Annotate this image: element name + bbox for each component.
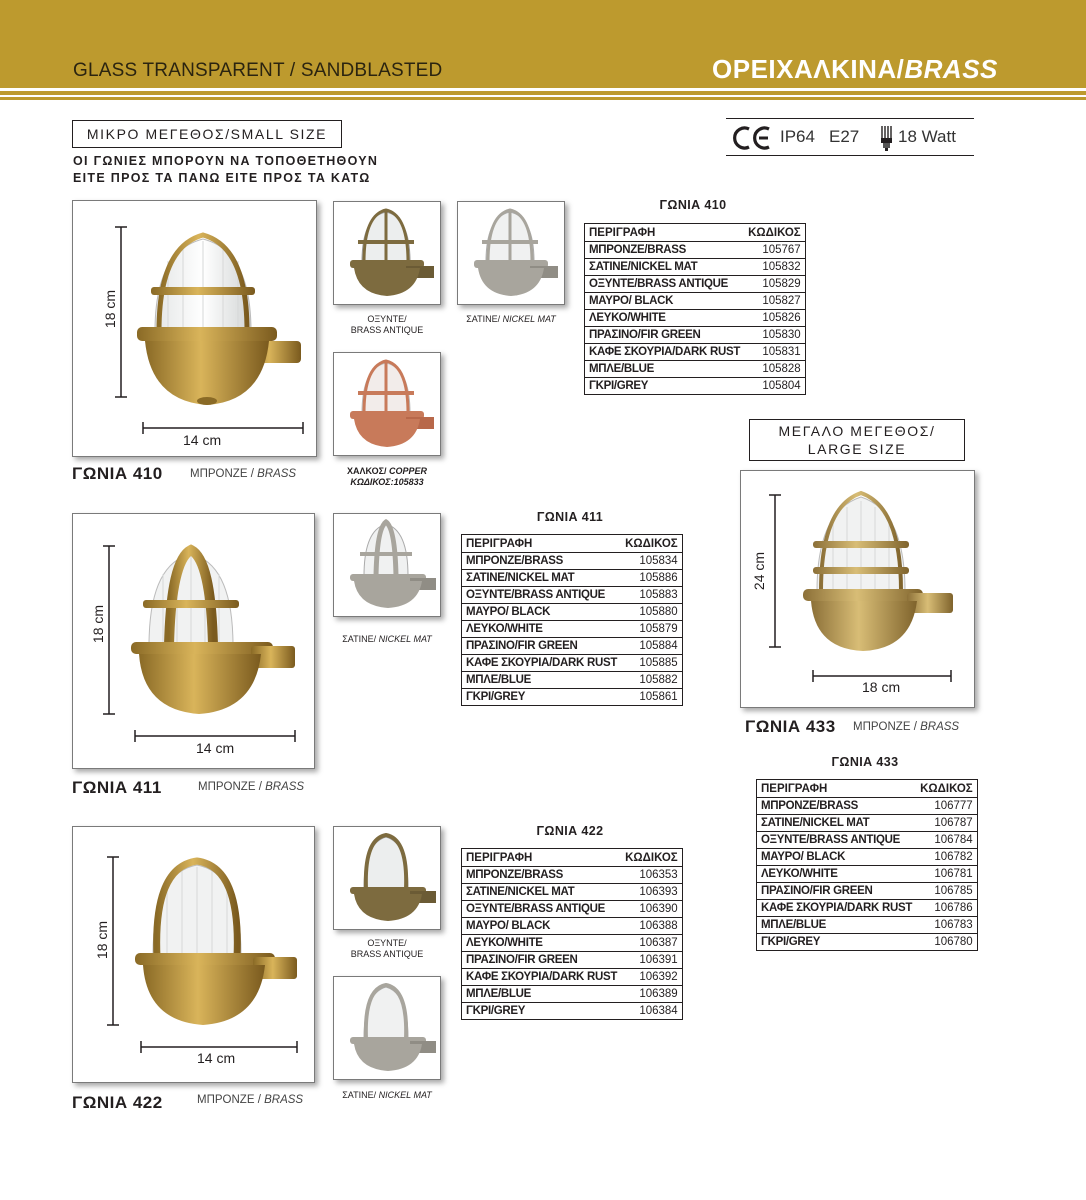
row-desc: ΣΑΤΙΝΕ/NICKEL MAT — [585, 259, 745, 276]
caption-410-nickel-gr: ΣΑΤΙΝΕ/ — [466, 314, 501, 324]
table-row — [462, 604, 683, 621]
table-row — [585, 344, 806, 361]
table-row — [462, 553, 683, 570]
caption-422-nickel — [333, 1090, 441, 1101]
row-desc: ΜΠΛΕ/BLUE — [462, 672, 622, 689]
table-row — [462, 587, 683, 604]
finish-en-410: BRASS — [257, 468, 297, 480]
caption-410-copper-gr: ΧΑΛΚΟΣ/ — [346, 466, 387, 476]
table-row — [757, 900, 978, 917]
col-desc-header: ΠΕΡΙΓΡΑΦΗ — [585, 224, 745, 242]
table-row — [585, 293, 806, 310]
lamp-433-image — [741, 471, 975, 708]
ce-mark-icon — [732, 125, 772, 151]
width-411: 14 cm — [196, 740, 235, 756]
table-title-433: ΓΩΝΙΑ 433 — [831, 755, 899, 769]
caption-422-nickel-gr: ΣΑΤΙΝΕ/ — [342, 1090, 377, 1100]
wattage: 18 Watt — [898, 127, 956, 146]
code-table-433 — [756, 779, 978, 951]
large-size-label — [749, 419, 965, 461]
height-411: 18 cm — [90, 604, 106, 644]
table-row — [462, 1003, 683, 1020]
header-right-english: BRASS — [904, 54, 998, 84]
model-finish-411 — [198, 781, 304, 793]
thumb-422-antique — [333, 826, 441, 930]
row-code: 105830 — [744, 327, 805, 344]
table-row — [757, 934, 978, 951]
code-table-422 — [461, 848, 683, 1020]
finish-gr-410: ΜΠΡΟΝΖΕ / — [190, 468, 254, 480]
row-code: 106391 — [621, 952, 682, 969]
row-desc: ΓΚΡΙ/GREY — [761, 936, 821, 948]
row-code: 106785 — [916, 883, 977, 900]
row-desc: ΚΑΦΕ ΣΚΟΥΡΙΑ/DARK RUST — [585, 344, 745, 361]
col-code-header: ΚΩΔΙΚΟΣ — [621, 535, 682, 553]
cfl-bulb-icon — [879, 124, 893, 152]
row-desc: ΜΠΡΟΝΖΕ/BRASS — [757, 798, 917, 815]
lamp-422-nickel-image — [334, 977, 441, 1080]
row-desc: ΟΞΥΝΤΕ/BRASS ANTIQUE — [462, 901, 622, 918]
thumb-422-nickel — [333, 976, 441, 1080]
table-row — [462, 638, 683, 655]
caption-410-nickel-en: NICKEL MAT — [502, 314, 556, 324]
row-code: 106781 — [916, 866, 977, 883]
lamp-410-copper-image — [334, 353, 441, 456]
ip-rating: IP64 — [780, 127, 815, 146]
finish-en-422: BRASS — [264, 1094, 304, 1106]
row-code: 105885 — [621, 655, 682, 672]
row-code: 105884 — [621, 638, 682, 655]
row-code: 106392 — [621, 969, 682, 986]
table-header-row — [585, 224, 806, 242]
row-code: 105828 — [744, 361, 805, 378]
row-code: 105831 — [744, 344, 805, 361]
caption-422-antique-line2: BRASS ANTIQUE — [350, 949, 424, 959]
row-code: 106777 — [916, 798, 977, 815]
caption-411-nickel-en: NICKEL MAT — [378, 634, 432, 644]
col-desc-header: ΠΕΡΙΓΡΑΦΗ — [757, 780, 917, 798]
table-row — [462, 689, 683, 706]
table-row — [462, 672, 683, 689]
row-desc: ΛΕΥΚΟ/WHITE — [585, 310, 745, 327]
row-code: 105883 — [621, 587, 682, 604]
photo-410-brass — [72, 200, 317, 457]
row-desc: ΚΑΦΕ ΣΚΟΥΡΙΑ/DARK RUST — [757, 900, 917, 917]
table-row — [757, 917, 978, 934]
row-desc: ΟΞΥΝΤΕ/BRASS ANTIQUE — [757, 832, 917, 849]
model-name-411: ΓΩΝΙΑ 411 — [72, 778, 162, 797]
large-size-label-line1: ΜΕΓΑΛΟ ΜΕΓΕΘΟΣ/ — [778, 423, 936, 439]
table-title-422: ΓΩΝΙΑ 422 — [536, 824, 604, 838]
row-desc: ΜΠΡΟΝΖΕ/BRASS — [585, 242, 745, 259]
table-row — [462, 884, 683, 901]
row-desc: ΜΠΡΟΝΖΕ/BRASS — [462, 867, 622, 884]
row-code: 106786 — [916, 900, 977, 917]
table-row — [757, 849, 978, 866]
table-row — [585, 327, 806, 344]
certifications-bar — [726, 118, 974, 156]
row-desc: ΣΑΤΙΝΕ/NICKEL MAT — [462, 570, 622, 587]
lamp-411-nickel-image — [334, 514, 441, 617]
row-code: 105829 — [744, 276, 805, 293]
row-code: 105826 — [744, 310, 805, 327]
table-row — [585, 310, 806, 327]
row-code: 106388 — [621, 918, 682, 935]
table-row — [462, 621, 683, 638]
caption-411-nickel-gr: ΣΑΤΙΝΕ/ — [342, 634, 377, 644]
table-row — [462, 918, 683, 935]
row-code: 105767 — [744, 242, 805, 259]
height-422: 18 cm — [94, 920, 110, 960]
finish-gr-411: ΜΠΡΟΝΖΕ / — [198, 781, 262, 793]
row-desc: ΜΑΥΡΟ/ BLACK — [585, 293, 745, 310]
large-size-label-line2: LARGE SIZE — [807, 441, 907, 457]
model-name-410: ΓΩΝΙΑ 410 — [72, 464, 163, 483]
row-desc: ΟΞΥΝΤΕ/BRASS ANTIQUE — [585, 276, 745, 293]
model-name-422: ΓΩΝΙΑ 422 — [72, 1093, 163, 1112]
row-code: 106390 — [621, 901, 682, 918]
col-desc-header: ΠΕΡΙΓΡΑΦΗ — [462, 535, 622, 553]
row-code: 105879 — [621, 621, 682, 638]
table-row — [757, 832, 978, 849]
row-desc: ΓΚΡΙ/GREY — [466, 1005, 526, 1017]
caption-410-copper-en: COPPER — [389, 466, 428, 476]
col-code-header: ΚΩΔΙΚΟΣ — [916, 780, 977, 798]
row-desc: ΜΑΥΡΟ/ BLACK — [757, 849, 917, 866]
header-right-title — [712, 54, 998, 85]
table-header-row — [462, 535, 683, 553]
row-code: 106783 — [916, 917, 977, 934]
table-row — [757, 866, 978, 883]
caption-410-antique-line2: BRASS ANTIQUE — [350, 325, 424, 335]
col-code-header: ΚΩΔΙΚΟΣ — [621, 849, 682, 867]
lamp-411-image — [73, 514, 315, 769]
code-table-410 — [584, 223, 806, 395]
table-row — [462, 655, 683, 672]
row-desc: ΠΡΑΣΙΝΟ/FIR GREEN — [585, 327, 745, 344]
table-title-411: ΓΩΝΙΑ 411 — [536, 510, 604, 524]
table-row — [585, 259, 806, 276]
row-code: 105880 — [621, 604, 682, 621]
header-stripe-gold-2 — [0, 97, 1086, 100]
code-table-411 — [461, 534, 683, 706]
photo-433-brass — [740, 470, 975, 708]
model-name-433: ΓΩΝΙΑ 433 — [745, 717, 836, 736]
caption-410-antique — [333, 314, 441, 336]
row-code: 105886 — [621, 570, 682, 587]
table-header-row — [462, 849, 683, 867]
lamp-410-nickel-image — [458, 202, 565, 305]
row-code: 105882 — [621, 672, 682, 689]
lamp-410-antique-image — [334, 202, 441, 305]
row-desc: ΛΕΥΚΟ/WHITE — [757, 866, 917, 883]
table-row — [585, 361, 806, 378]
caption-410-copper-code: ΚΩΔΙΚΟΣ:105833 — [350, 477, 424, 487]
row-desc: ΚΑΦΕ ΣΚΟΥΡΙΑ/DARK RUST — [462, 969, 622, 986]
table-row — [585, 242, 806, 259]
row-code: 105804 — [762, 380, 801, 392]
col-code-header: ΚΩΔΙΚΟΣ — [744, 224, 805, 242]
caption-422-nickel-en: NICKEL MAT — [378, 1090, 432, 1100]
width-422: 14 cm — [197, 1050, 236, 1066]
row-desc: ΜΠΛΕ/BLUE — [757, 917, 917, 934]
table-row — [462, 901, 683, 918]
finish-gr-422: ΜΠΡΟΝΖΕ / — [197, 1094, 261, 1106]
row-desc: ΠΡΑΣΙΝΟ/FIR GREEN — [462, 638, 622, 655]
row-desc: ΣΑΤΙΝΕ/NICKEL MAT — [757, 815, 917, 832]
row-desc: ΜΠΛΕ/BLUE — [462, 986, 622, 1003]
row-desc: ΜΑΥΡΟ/ BLACK — [462, 918, 622, 935]
table-title-410: ΓΩΝΙΑ 410 — [659, 198, 727, 212]
socket-type: E27 — [829, 127, 860, 146]
row-code: 106784 — [916, 832, 977, 849]
col-desc-header: ΠΕΡΙΓΡΑΦΗ — [462, 849, 622, 867]
thumb-410-antique — [333, 201, 441, 305]
thumb-410-copper — [333, 352, 441, 456]
header-left-title: GLASS TRANSPARENT / SANDBLASTED — [73, 60, 443, 81]
height-433: 24 cm — [751, 551, 767, 591]
row-code: 106384 — [639, 1005, 678, 1017]
table-row — [462, 867, 683, 884]
caption-422-antique — [333, 938, 441, 960]
row-code: 106780 — [934, 936, 973, 948]
row-code: 106353 — [621, 867, 682, 884]
row-code: 105834 — [621, 553, 682, 570]
width-410: 14 cm — [183, 432, 222, 448]
row-code: 105827 — [744, 293, 805, 310]
row-desc: ΣΑΤΙΝΕ/NICKEL MAT — [462, 884, 622, 901]
row-code: 105861 — [639, 691, 678, 703]
row-code: 106387 — [621, 935, 682, 952]
photo-411-brass — [72, 513, 315, 769]
row-desc: ΠΡΑΣΙΝΟ/FIR GREEN — [462, 952, 622, 969]
table-row — [462, 952, 683, 969]
row-desc: ΓΚΡΙ/GREY — [589, 380, 649, 392]
row-code: 106393 — [621, 884, 682, 901]
row-desc: ΓΚΡΙ/GREY — [466, 691, 526, 703]
caption-410-nickel — [457, 314, 565, 325]
caption-410-copper — [333, 466, 441, 488]
mounting-note-line1: ΟΙ ΓΩΝΙΕΣ ΜΠΟΡΟΥΝ ΝΑ ΤΟΠΟΘΕΤΗΘΟΥΝ — [73, 154, 379, 168]
thumb-410-nickel — [457, 201, 565, 305]
caption-411-nickel — [333, 634, 441, 645]
caption-422-antique-line1: ΟΞΥΝΤΕ/ — [367, 938, 407, 948]
row-code: 105832 — [744, 259, 805, 276]
row-desc: ΜΑΥΡΟ/ BLACK — [462, 604, 622, 621]
thumb-411-nickel — [333, 513, 441, 617]
small-size-label: ΜΙΚΡΟ ΜΕΓΕΘΟΣ/SMALL SIZE — [72, 120, 342, 148]
height-410: 18 cm — [102, 289, 118, 329]
lamp-422-antique-image — [334, 827, 441, 930]
photo-422-brass — [72, 826, 315, 1083]
caption-410-antique-line1: ΟΞΥΝΤΕ/ — [367, 314, 407, 324]
header-right-greek: ΟΡΕΙΧΑΛΚΙΝΑ/ — [712, 54, 905, 84]
table-row — [462, 935, 683, 952]
width-433: 18 cm — [862, 679, 901, 695]
table-row — [462, 986, 683, 1003]
row-desc: ΟΞΥΝΤΕ/BRASS ANTIQUE — [462, 587, 622, 604]
table-row — [757, 883, 978, 900]
row-desc: ΠΡΑΣΙΝΟ/FIR GREEN — [757, 883, 917, 900]
model-finish-422 — [197, 1094, 303, 1106]
row-desc: ΛΕΥΚΟ/WHITE — [462, 935, 622, 952]
table-row — [757, 798, 978, 815]
table-row — [757, 815, 978, 832]
row-desc: ΚΑΦΕ ΣΚΟΥΡΙΑ/DARK RUST — [462, 655, 622, 672]
model-finish-433 — [853, 721, 959, 733]
row-desc: ΛΕΥΚΟ/WHITE — [462, 621, 622, 638]
row-desc: ΜΠΡΟΝΖΕ/BRASS — [462, 553, 622, 570]
finish-en-433: BRASS — [920, 721, 960, 733]
row-code: 106782 — [916, 849, 977, 866]
finish-en-411: BRASS — [265, 781, 305, 793]
caption-410-copper-line1 — [333, 466, 441, 477]
model-finish-410 — [190, 468, 296, 480]
finish-gr-433: ΜΠΡΟΝΖΕ / — [853, 721, 917, 733]
row-code: 106787 — [916, 815, 977, 832]
table-row — [585, 276, 806, 293]
table-row — [585, 378, 806, 395]
table-row — [462, 969, 683, 986]
table-header-row — [757, 780, 978, 798]
row-desc: ΜΠΛΕ/BLUE — [585, 361, 745, 378]
mounting-note — [73, 153, 378, 187]
row-code: 106389 — [621, 986, 682, 1003]
table-row — [462, 570, 683, 587]
mounting-note-line2: ΕΙΤΕ ΠΡΟΣ ΤΑ ΠΑΝΩ ΕΙΤΕ ΠΡΟΣ ΤΑ ΚΑΤΩ — [73, 171, 371, 185]
